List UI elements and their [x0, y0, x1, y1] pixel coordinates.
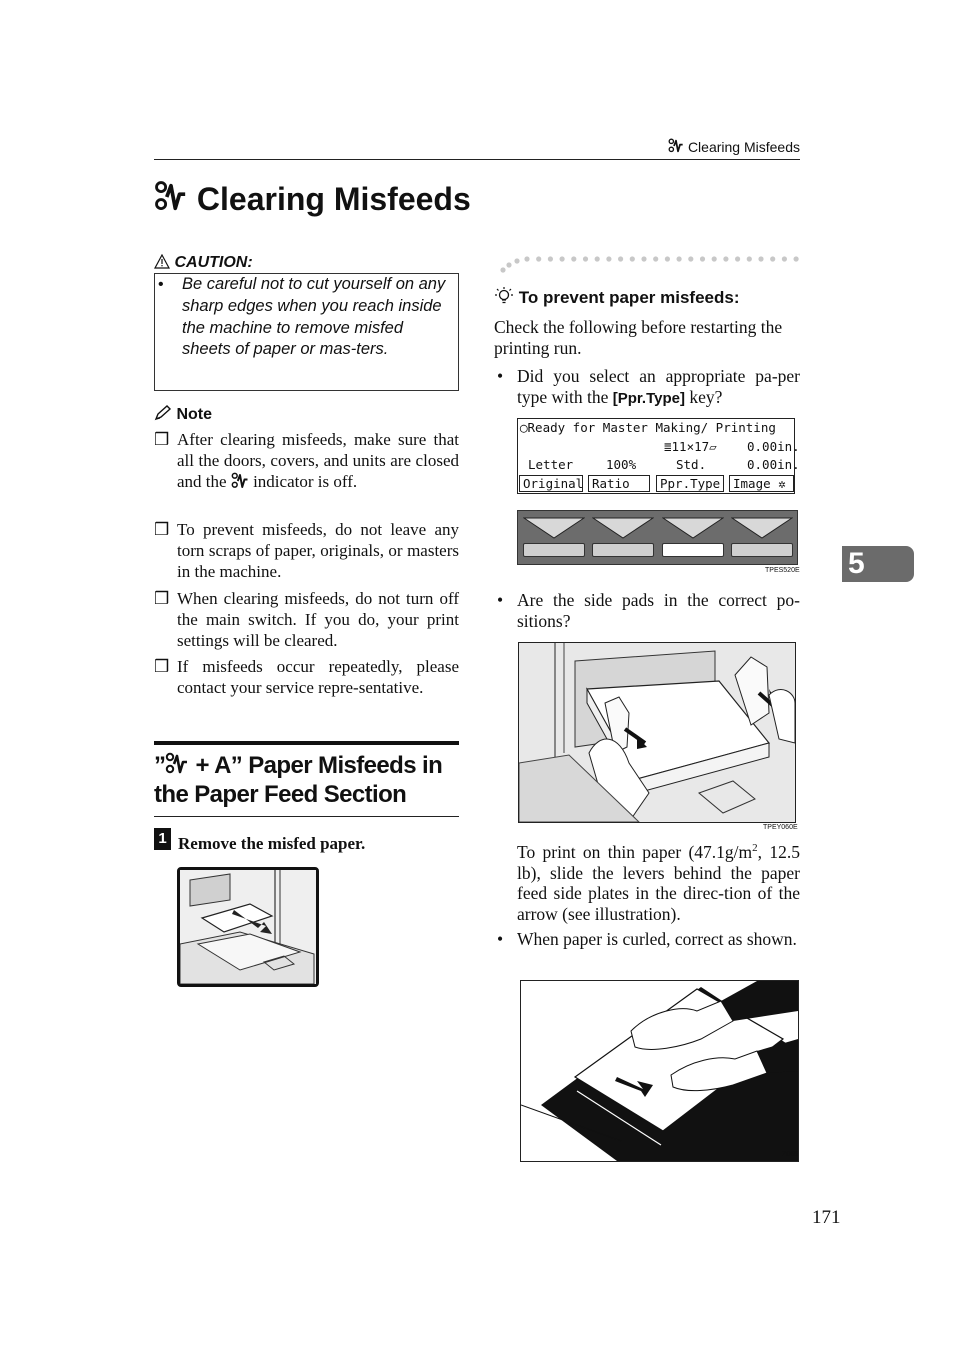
warning-icon: [154, 254, 170, 269]
subsection-title: [154, 751, 464, 809]
page-number: 171: [812, 1207, 841, 1228]
tip-intro: Check the following before restarting the printing run.: [494, 317, 783, 358]
misfeed-icon: [154, 180, 188, 214]
lcd-paper-size-text: 11×17: [671, 439, 710, 454]
tip-bullet: [494, 590, 800, 632]
figure-code: TPES520E: [765, 567, 800, 574]
separator-dot: [747, 256, 752, 261]
tip-bullet-text: key?: [689, 386, 723, 407]
bullet-dot: •: [497, 590, 504, 610]
curled-paper-illustration: [520, 980, 799, 1162]
separator-dot: [758, 256, 763, 261]
note-item: [154, 589, 459, 651]
lcd-paper-label: Letter: [528, 457, 574, 472]
tip-bullet-text: When paper is curled, correct as shown.: [517, 929, 797, 949]
selection-key: [731, 543, 793, 557]
running-title: Clearing Misfeeds: [687, 139, 800, 155]
note-heading: [154, 405, 212, 424]
settings-gear-icon: ✲: [778, 476, 786, 491]
note-item-text: After clearing misfeeds, make sure that all the doors, covers, and units are closed and the: [177, 430, 459, 491]
lcd-paper-type: Std.: [676, 457, 707, 472]
lcd-button-image: [729, 475, 794, 492]
separator-dot: [506, 262, 511, 267]
chapter-tab: 5: [842, 546, 914, 582]
separator-dot: [595, 256, 600, 261]
superscript: 2: [752, 842, 758, 854]
lcd-panel: [517, 418, 800, 494]
subsection-topline: [154, 741, 459, 745]
separator-dot: [500, 267, 505, 272]
tip-bullet-text: Are the side pads in the correct po-sitions?: [517, 590, 800, 631]
caution-label-text: CAUTION:: [174, 254, 253, 271]
checkbox-icon: ❒: [154, 520, 170, 539]
lcd-ratio: 100%: [606, 457, 637, 472]
misfeed-icon: [668, 138, 684, 154]
caution-label: [154, 254, 253, 272]
page-title-text: Clearing Misfeeds: [196, 181, 471, 217]
misfed-paper-illustration: [177, 867, 319, 987]
note-item: [154, 430, 459, 492]
note-item-text: If misfeeds occur repeatedly, please contact your service repre-sentative.: [177, 657, 459, 697]
thin-paper-text: [517, 838, 800, 925]
separator-dot: [571, 256, 576, 261]
lightbulb-icon: [494, 286, 514, 306]
separator-dot: [688, 256, 693, 261]
misfeed-icon: [231, 472, 249, 490]
separator-dot: [618, 256, 623, 261]
lcd-counter-2: 0.00in.: [747, 457, 800, 472]
note-item-text: indicator is off.: [253, 471, 358, 491]
separator-dot: [583, 256, 588, 261]
page-title: [154, 180, 471, 218]
lcd-button-ratio: Ratio: [588, 475, 650, 492]
selection-key-highlighted: [662, 543, 724, 557]
tip-bullet: [494, 929, 800, 950]
bullet-dot: •: [497, 929, 504, 949]
thin-paper-text-part: To print on thin paper (47.1g/m: [517, 841, 753, 862]
step-number: 1: [154, 828, 171, 850]
tip-bullet-text: Did you select an appropriate pa-per type with the: [517, 366, 800, 407]
checkbox-icon: ❒: [154, 430, 170, 449]
tip-heading-text: To prevent paper misfeeds:: [518, 288, 740, 307]
separator-dot: [606, 256, 611, 261]
separator-dot: [794, 256, 799, 261]
pencil-icon: [154, 405, 172, 421]
running-header: [0, 138, 800, 155]
subsection-title-text: + A” Paper Misfeeds in the Paper Feed Section: [154, 752, 443, 808]
note-item: [154, 520, 459, 582]
bullet-dot: •: [497, 366, 504, 386]
separator-dot: [641, 256, 646, 261]
chevron-down-icon: [592, 517, 654, 539]
circle-icon: ◯: [520, 420, 528, 435]
separator-dot: [653, 256, 658, 261]
lcd-counter-1: 0.00in.: [747, 439, 800, 454]
separator-dot: [630, 256, 635, 261]
chevron-down-icon: [523, 517, 585, 539]
tip-heading: [494, 286, 739, 308]
figure-code: Z066: [782, 1151, 798, 1158]
separator-dot: [548, 256, 553, 261]
selection-key: [523, 543, 585, 557]
separator-dot: [677, 256, 682, 261]
note-item-text: To prevent misfeeds, do not leave any torn scraps of paper, originals, or masters in the machine.: [177, 520, 459, 581]
lcd-status: [520, 420, 776, 435]
checkbox-icon: ❒: [154, 657, 170, 676]
caution-text: Be careful not to cut yourself on any sharp edges when you reach inside the machine to remove misfed sheets of paper or mas-ters.: [182, 275, 446, 359]
separator-dot: [735, 256, 740, 261]
subsection-open-quote: ”: [154, 752, 166, 779]
misfeed-icon: [165, 752, 189, 776]
side-pads-illustration: [518, 642, 796, 823]
lcd-status-text: Ready for Master Making/ Printing: [527, 420, 776, 435]
lcd-button-ppr-type: Ppr.Type: [656, 475, 724, 492]
separator-dot: [782, 256, 787, 261]
note-heading-text: Note: [176, 406, 213, 423]
separator-dot: [560, 256, 565, 261]
checkbox-icon: ❒: [154, 589, 170, 608]
ppr-type-key-label: [Ppr.Type]: [612, 389, 685, 407]
tip-dotted-separator: [500, 252, 800, 276]
caution-bullet: •: [158, 276, 164, 293]
subsection-rule: [154, 816, 459, 817]
selection-key-strip: [517, 510, 798, 565]
lcd-button-image-text: Image: [733, 476, 771, 491]
thin-paper-text-part: , 12.5 lb), slide the levers behind the paper feed side plates in the direc-tion of the arrow (see illustration).: [517, 841, 800, 925]
paper-tray-icon: ≣: [664, 439, 672, 454]
separator-dot: [770, 256, 775, 261]
figure-code: TPEY060E: [763, 824, 798, 831]
chevron-down-icon: [731, 517, 793, 539]
paper-orientation-icon: ▱: [709, 439, 717, 454]
note-item: [154, 657, 459, 699]
lcd-button-original: Original: [519, 475, 583, 492]
tip-bullet: [494, 366, 800, 410]
header-rule: [154, 159, 800, 160]
chevron-down-icon: [662, 517, 724, 539]
separator-dot: [700, 256, 705, 261]
separator-dot: [712, 256, 717, 261]
step-text: Remove the misfed paper.: [178, 834, 366, 853]
lcd-paper-size: [664, 439, 717, 454]
selection-key: [592, 543, 654, 557]
note-item-text: When clearing misfeeds, do not turn off the main switch. If you do, your print settings will be cleared.: [177, 589, 459, 650]
separator-dot: [723, 256, 728, 261]
separator-dot: [665, 256, 670, 261]
separator-dot: [536, 256, 541, 261]
separator-dot: [514, 258, 519, 263]
separator-dot: [524, 256, 529, 261]
